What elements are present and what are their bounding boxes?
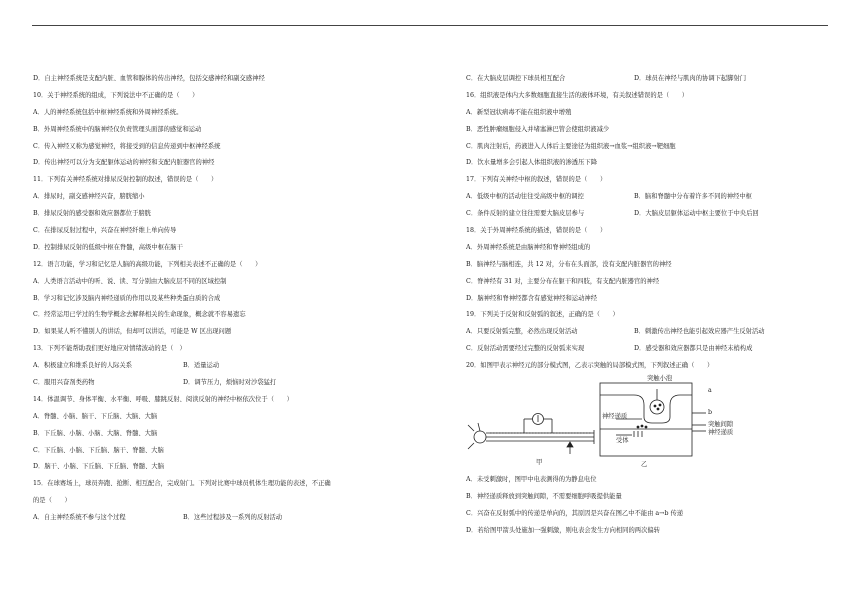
q15-options-cd	[466, 71, 836, 88]
q18-option-c: C．脊神经有 31 对，主要分布在躯干和四肢，有支配内脏器官的神经	[466, 277, 660, 285]
q15-stem-line1: 15．在球赛场上，球员奔跑、抢断、相互配合，完成射门。下列对比赛中球员机体生理功能的表述，不正确	[33, 480, 331, 488]
header-rule	[32, 25, 828, 26]
q19-options-cd	[466, 341, 836, 358]
q15-option-d: D．球员在神经与肌肉的协调下起脚射门	[634, 75, 747, 82]
q19-option-a: A．只要反射弧完整，必然出现反射活动	[466, 328, 578, 336]
q13-options-cd	[33, 375, 428, 392]
q12-option-a: A．人类语言活动中的听、说、读、写分别由大脑皮层不同的区域控制	[33, 277, 227, 285]
q15-option-b: B．这些过程涉及一系列的反射活动	[183, 514, 283, 522]
q14-option-b: B．下丘脑、小脑、小脑、大脑、脊髓、大脑	[33, 429, 158, 437]
q12-option-d: D．如果某人听不懂别人的讲话，但却可以讲话，可能是 W 区出现问题	[33, 328, 232, 336]
q14-option-a: A．脊髓、小脑、脑干、下丘脑、大脑、大脑	[33, 412, 158, 420]
label-neurotransmitter-2: 神经递质	[708, 429, 734, 437]
q16-option-a: A．新型冠状病毒不能在组织液中增殖	[466, 108, 572, 116]
q12-stem: 12．语言功能，学习和记忆是人脑的高级功能，下列相关表述不正确的是（ ）	[33, 260, 262, 268]
q16-option-c: C．肌肉注射后，药液进入人体后主要途径为组织液→血浆→组织液→靶细胞	[466, 142, 676, 150]
q13-option-a: A．积极建立和维系良好的人际关系	[33, 362, 133, 370]
q10-option-a: A．人的神经系统包括中枢神经系统和外周神经系统。	[33, 108, 183, 116]
q17-option-a: A．低级中枢的活动往往受高级中枢的调控	[466, 193, 584, 201]
q20-option-b: B．神经递质释放到突触间隙，不需要细胞呼吸提供能量	[466, 492, 622, 500]
q17-options-cd	[466, 206, 836, 223]
q18-stem: 18．关于外周神经系统的描述，错误的是（ ）	[466, 227, 607, 235]
q17-option-c: C．条件反射的建立往往需要大脑皮层参与	[466, 210, 585, 218]
q15-options-ab	[33, 510, 428, 527]
stimulus-arrow-icon	[567, 442, 573, 454]
q17-option-b: B．脑和脊髓中分布着许多不同的神经中枢	[634, 193, 752, 201]
q18-option-a: A．外周神经系统是由脑神经和脊神经组成的	[466, 243, 591, 251]
q10-option-c: C．传入神经又称为感觉神经，将接受到的信息传递到中枢神经系统	[33, 142, 221, 150]
q20-option-c: C．兴奋在反射弧中的传递是单向的，其原因是兴奋在图乙中不能由 a→b 传递	[466, 509, 684, 517]
q9-option-d: D．自主神经系统是支配内脏、血管和腺体的传出神经，包括交感神经和副交感神经	[33, 75, 265, 82]
right-column	[466, 71, 836, 540]
q19-option-b: B．刺激传出神经也能引起效应器产生反射活动	[634, 328, 765, 336]
voltmeter	[524, 414, 552, 434]
label-neurotransmitter: 神经递质	[602, 413, 628, 421]
label-receptor: 受体	[616, 437, 629, 445]
q20-stem: 20．如图甲表示神经元的部分模式图，乙表示突触的局部模式图，下列叙述正确（ ）	[466, 362, 714, 370]
q19-option-c: C．反射活动需要经过完整的反射弧来实现	[466, 345, 585, 353]
label-figure-yi: 乙	[641, 461, 648, 469]
q16-option-b: B．恶性肿瘤细胞侵入并堵塞淋巴管会使组织液减少	[466, 125, 610, 133]
q11-option-d: D．控制排尿反射的低级中枢在脊髓，高级中枢在脑干	[33, 243, 183, 251]
q18-option-d: D．脑神经和脊神经都含有感觉神经和运动神经	[466, 294, 597, 302]
q14-option-d: D．脑干、小脑、下丘脑、下丘脑、脊髓、大脑	[33, 463, 164, 471]
left-column	[33, 71, 428, 527]
q11-option-c: C．在排尿反射过程中，兴奋在神经纤维上单向传导	[33, 227, 177, 235]
q14-option-c: C．下丘脑、小脑、下丘脑、脑干、脊髓、大脑	[33, 446, 164, 454]
q13-option-c: C．服用兴奋剂类药物	[33, 379, 95, 387]
neuron-figure-jia	[468, 423, 594, 449]
q12-option-b: B．学习和记忆涉及脑内神经递质的作用以及某些种类蛋白质的合成	[33, 294, 221, 302]
q18-option-b: B．脑神经与脑相连，共 12 对，分布在头面部，没有支配内脏器官的神经	[466, 260, 672, 268]
q20-option-d: D．若给图甲箭头处施加一强刺激，则电表会发生方向相同的两次偏转	[466, 526, 660, 534]
label-b: b	[708, 409, 713, 417]
q15-option-c: C．在大脑皮层调控下球员相互配合	[466, 75, 566, 82]
q16-option-d: D．饮水量增多会引起人体组织液的渗透压下降	[466, 159, 597, 167]
q13-options-ab	[33, 358, 428, 375]
q19-option-d: D．感受器和效应器都只是由神经末梢构成	[634, 345, 753, 353]
q12-option-c: C．经常运用已学过的生物学概念去解释相关的生命现象，概念就不容易遗忘	[33, 311, 246, 319]
q13-stem: 13．下列不能帮助我们更好地应对情绪波动的是（ ）	[33, 345, 186, 353]
q15-stem-line2: 的是（ ）	[33, 497, 71, 505]
label-synaptic-cleft: 突触间隙	[708, 421, 734, 429]
q17-stem: 17．下列有关神经中枢的叙述，错误的是（ ）	[466, 176, 607, 184]
label-synaptic-vesicle: 突触小泡	[647, 375, 673, 383]
q10-option-b: B．外周神经系统中的脑神经仅负责管理头面部的感觉和运动	[33, 125, 202, 133]
q14-stem: 14．体温调节、身体平衡、水平衡、呼吸、膝跳反射、阅读反射的神经中枢依次位于（ ）	[33, 395, 293, 403]
q16-stem: 16．组织液是体内大多数细胞直接生活的液体环境，有关叙述错误的是（ ）	[466, 91, 689, 99]
q19-stem: 19．下列关于反射和反射弧的叙述，正确的是（ ）	[466, 311, 619, 319]
q13-option-d: D．调节压力，烦恼时对沙袋猛打	[183, 379, 277, 387]
q11-option-b: B．排尿反射的感受器和效应器都位于膀胱	[33, 210, 151, 218]
q10-option-d: D．传出神经可以分为支配躯体运动的神经和支配内脏器官的神经	[33, 159, 215, 167]
q11-option-a: A．排尿时，副交感神经兴奋，膀胱缩小	[33, 193, 145, 201]
q10-stem: 10．关于神经系统的组成，下列说法中不正确的是（ ）	[33, 91, 199, 99]
q17-options-ab	[466, 189, 836, 206]
q13-option-b: B．适量运动	[183, 362, 220, 370]
label-figure-jia: 甲	[536, 459, 543, 467]
q11-stem: 11．下列有关神经系统对排尿反射控制的叙述，错误的是（ ）	[33, 176, 218, 184]
q17-option-d: D．大脑皮层躯体运动中枢主要位于中央后回	[634, 210, 759, 218]
q20-figure	[466, 375, 836, 472]
q20-option-a: A．未受刺激时，图甲中电表测得的为静息电位	[466, 476, 597, 484]
label-a: a	[708, 387, 712, 395]
q19-options-ab	[466, 324, 836, 341]
q15-option-a: A．自主神经系统不参与这个过程	[33, 514, 126, 522]
